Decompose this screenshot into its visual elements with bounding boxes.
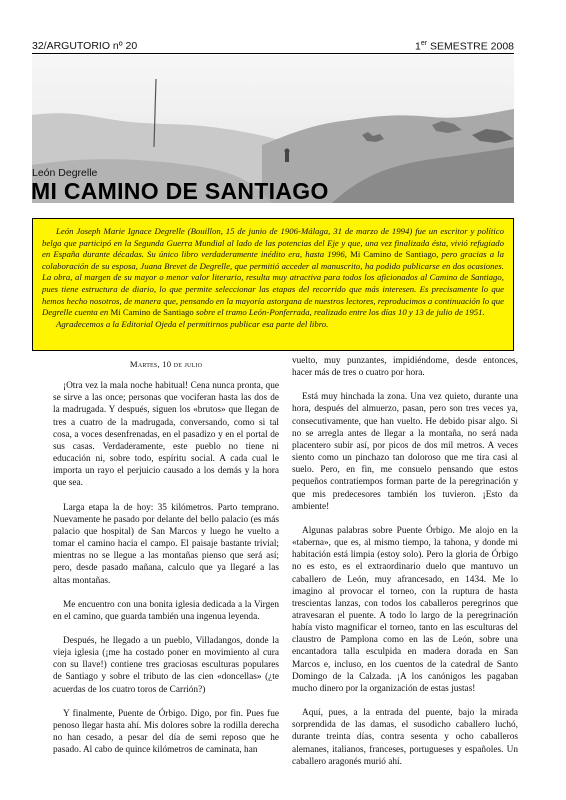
body-paragraph: ¡Otra vez la mala noche habitual! Cena nunca pronta, que se sirve a las once; personas que vociferan hasta las dos de la madrugada. Y después, siguen los «brutos» que llegan de tres a cuatro de la madrugada, conversando, como si tal cosa, a voces desenfrenadas, en el pasadizo y en el portal de sus casas. Verdaderamente, este pueblo no tiene ni educación ni, sobre todo, espíritu social. A cada cual le importa un rayo el perjuicio causado a los demás y la hora que sea. [53,381,279,489]
intro-paragraph: León Joseph Marie Ignace Degrelle (Bouillon, 15 de junio de 1906-Málaga, 31 de marzo de 1994) fue un escritor y político belga que participó en la Segunda Guerra Mundial al lado de las potencias del Eje y que, una vez finalizada ésta, vivió refugiado en España durante décadas. Su único libro verdaderamente inédito era, hasta 1996, Mi Camino de Santiago, pero gracias a la colaboración de su esposa, Juana Brevet de Degrelle, que permitió acceder al manuscrito, ha podido publicarse en dos ocasiones. La obra, al margen de su mayor o menor valor literario, resulta muy atractiva para todos los aficionados al Camino de Santiago, pues tiene estructura de diario, lo que permite seleccionar las etapas del recorrido que más interesen. Es precisamente lo que hemos hecho nosotros, de manera que, pensando en la mayoría astorgana de nuestros lectores, reproducimos a continuación lo que Degrelle cuenta en Mi Camino de Santiago sobre el tramo León-Ponferrada, realizado entre los días 10 y 13 de julio de 1951. [42,226,504,318]
running-header [32,40,514,54]
intro-acknowledgement: Agradecemos a la Editorial Ojeda el permitirnos publicar esa parte del libro. [56,318,329,329]
body-paragraph: Aquí, pues, a la entrada del puente, bajo la mirada sorprendida de las damas, el susodicho caballero luchó, durante treinta días, contra sesenta y ocho caballeros alemanes, italianos, franceses, portugueses y españoles. Un caballero aragonés murió ahí. [292,708,518,767]
issue-label: 32/ARGUTORIO nº 20 [32,40,138,52]
body-column-left [53,358,279,768]
article-title: MI CAMINO DE SANTIAGO [31,178,329,204]
header-rule [32,53,514,54]
body-column-right [292,355,518,780]
body-paragraph: vuelto, muy punzantes, impidiéndome, desde entonces, hacer más de tres o cuatro por hora. [292,356,518,379]
body-paragraph: Y finalmente, Puente de Órbigo. Digo, por fin. Pues fue penoso llegar hasta ahí. Mis dolores sobre la rodilla derecha no han cesado, a pesar del día de semi reposo que he pasado. Al cabo de quince kilómetros de caminata, han [53,708,279,756]
body-paragraph: Larga etapa la de hoy: 35 kilómetros. Parto temprano. Nuevamente he pasado por delante del bello palacio (es más palacio que hospital) de San Marcos y luego he vuelto a tomar el camino hacia el campo. El paisaje bastante trivial; mientras no se llegue a las montañas pienso que será así; pero, desde pasado mañana, calculo que ya llegaré a las altas montañas. [53,502,279,586]
intro-box [32,218,514,351]
body-paragraph: Después, he llegado a un pueblo, Villadangos, donde la vieja iglesia (¡me ha costado poner en movimiento al cura con su llave!) contiene tres graciosas esculturas populares de Santiago y sobre el tributo de las cien «doncellas» (¿te acuerdas de los cuatro toros de Carrión?) [53,635,279,695]
body-paragraph: Me encuentro con una bonita iglesia dedicada a la Virgen en el camino, que guarda también una ingenua leyenda. [53,599,279,622]
article-author: León Degrelle [32,167,98,179]
body-paragraph: Algunas palabras sobre Puente Órbigo. Me alojo en la «taberna», que es, al mismo tiempo, la tahona, y donde mi habitación está limpia (estoy solo). Pero la gloria de Órbigo no es esto, es el extraordinario duelo que mantuvo un caballero de León, muy afrancesado, en 1434. Me lo imagino al provocar el torneo, con la ruptura de hasta trescientas lanzas, con todos los caballeros peregrinos que atravesaran el puente. A todo lo largo de la peregrinación había visto magnificar el torneo, tanto en las esculturas del claustro de Pamplona como en las de León, sobre una encantadora talla esculpida en madera dorada en San Marcos e, incluso, en los cuentos de la catedral de Santo Domingo de la Calzada. ¡A los canónigos les pagaban mucho dinero por la organización de estas justas! [292,525,518,694]
body-paragraph: Está muy hinchada la zona. Una vez quieto, durante una hora, después del almuerzo, pasan, pero son tres veces ya, consecutivamente, que han vuelto. He debido pisar algo. Si no se arregla antes de llegar a la montaña, no será nada placentero subir así, por picos de dos mil metros. A veces siento como un pinchazo tan doloroso que me tira casi al suelo. Pero, en fin, me consuelo pensando que estos pequeños contratiempos forman parte de la peregrinación y que mis predecesores también los tuvieron. ¡Esto da ambiente! [292,392,518,512]
dateline: Martes, 10 de julio [129,359,203,369]
semester-label: 1er SEMESTRE 2008 [414,40,514,53]
